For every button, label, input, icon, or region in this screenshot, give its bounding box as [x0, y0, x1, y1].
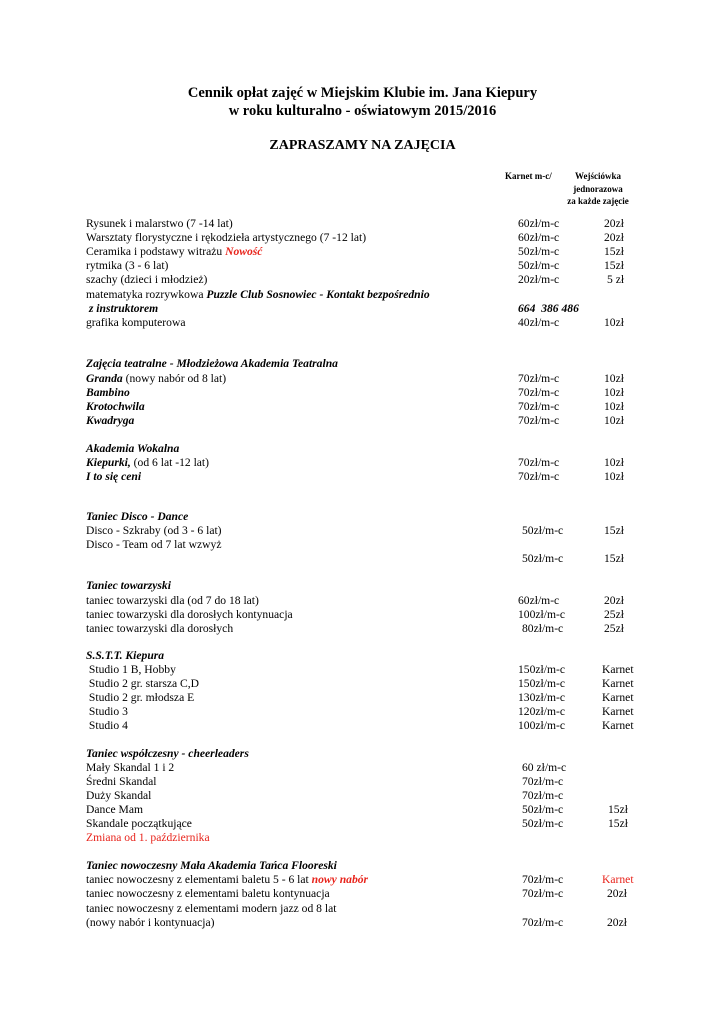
puzzle-club-name: Puzzle Club Sosnowiec - Kontakt bezpośrednio	[206, 288, 430, 301]
row-label-text: (nowy nabór od 8 lat)	[122, 372, 227, 385]
row-label: rytmika (3 - 6 lat)	[86, 259, 169, 272]
price-row	[86, 887, 646, 901]
row-label: Studio 1 B, Hobby	[86, 663, 176, 676]
row-label: Disco - Team od 7 lat wzwyż	[86, 538, 222, 551]
price-row	[86, 538, 646, 552]
row-single: Karnet	[602, 691, 634, 704]
page-title: Cennik opłat zajęć w Miejskim Klubie im. Jana Kiepury	[187, 85, 538, 101]
row-monthly: 80zł/m-c	[522, 622, 564, 635]
row-label	[86, 288, 430, 302]
column-header-single-line1: Wejściówka	[575, 171, 621, 181]
row-single: 20zł	[604, 217, 624, 230]
price-row	[86, 302, 646, 316]
price-row	[86, 259, 646, 273]
price-row	[86, 873, 646, 887]
row-monthly: 70zł/m-c	[522, 873, 564, 886]
row-single: 15zł	[604, 524, 624, 537]
row-label: taniec towarzyski dla dorosłych	[86, 622, 234, 635]
row-monthly: 70zł/m-c	[522, 916, 564, 929]
section-heading	[86, 859, 646, 873]
row-label: (nowy nabór i kontynuacja)	[86, 916, 215, 929]
price-row	[86, 456, 646, 470]
price-row	[86, 608, 646, 622]
row-monthly: 130zł/m-c	[518, 691, 566, 704]
group-name: Bambino	[86, 386, 130, 399]
row-single: 25zł	[604, 622, 624, 635]
price-row	[86, 677, 646, 691]
row-single: 10zł	[604, 400, 624, 413]
row-monthly: 60zł/m-c	[518, 217, 560, 230]
section-heading	[86, 357, 646, 371]
price-row	[86, 288, 646, 302]
section-heading	[86, 510, 646, 524]
section-heading-text: Taniec towarzyski	[86, 579, 171, 592]
row-label: taniec nowoczesny z elementami baletu kontynuacja	[86, 887, 330, 900]
row-label: Dance Mam	[86, 803, 143, 816]
row-monthly: 150zł/m-c	[518, 677, 566, 690]
instructor-contact: z instruktorem	[86, 302, 159, 315]
page-subtitle: w roku kulturalno - oświatowym 2015/2016	[228, 103, 497, 119]
row-single: 20zł	[604, 231, 624, 244]
row-single: Karnet	[602, 873, 634, 886]
price-row	[86, 761, 646, 775]
group-name: Kiepurki,	[86, 456, 131, 469]
row-label-text: Ceramika i podstawy witrażu	[86, 245, 226, 258]
new-enrollment-badge: nowy nabór	[311, 873, 369, 886]
price-row	[86, 803, 646, 817]
section-heading-text: Taniec współczesny - cheerleaders	[86, 747, 249, 760]
row-monthly: 40zł/m-c	[518, 316, 560, 329]
row-monthly: 50zł/m-c	[522, 817, 564, 830]
row-single: Karnet	[602, 705, 634, 718]
price-row	[86, 691, 646, 705]
row-label: taniec nowoczesny z elementami modern jazz od 8 lat	[86, 902, 337, 915]
row-monthly: 70zł/m-c	[518, 456, 560, 469]
price-row	[86, 622, 646, 636]
row-monthly: 70zł/m-c	[518, 372, 560, 385]
new-badge: Nowość	[225, 245, 263, 258]
row-monthly: 70zł/m-c	[518, 400, 560, 413]
row-single: 20zł	[607, 887, 627, 900]
row-label: grafika komputerowa	[86, 316, 186, 329]
group-name: Kwadryga	[86, 414, 135, 427]
row-monthly: 50zł/m-c	[522, 803, 564, 816]
column-header-single	[562, 170, 634, 208]
section-heading	[86, 442, 646, 456]
row-label-text: (od 6 lat -12 lat)	[130, 456, 210, 469]
column-header-single-line3: za każde zajęcie	[567, 196, 629, 206]
section-heading	[86, 747, 646, 761]
row-label: Skandale początkujące	[86, 817, 192, 830]
row-label: Studio 3	[86, 705, 128, 718]
row-label: Średni Skandal	[86, 775, 157, 788]
change-notice-text: Zmiana od 1. października	[86, 831, 210, 844]
row-single: 15zł	[604, 552, 624, 565]
row-monthly: 100zł/m-c	[518, 608, 566, 621]
row-monthly: 100zł/m-c	[518, 719, 566, 732]
row-single: 10zł	[604, 316, 624, 329]
row-monthly: 60 zł/m-c	[522, 761, 567, 774]
row-monthly: 50zł/m-c	[518, 245, 560, 258]
row-label: Studio 4	[86, 719, 128, 732]
row-monthly: 120zł/m-c	[518, 705, 566, 718]
row-single: Karnet	[602, 663, 634, 676]
group-name: I to się ceni	[86, 470, 142, 483]
row-label: Rysunek i malarstwo (7 -14 lat)	[86, 217, 233, 230]
row-label	[86, 873, 368, 887]
group-name: Krotochwila	[86, 400, 145, 413]
price-row	[86, 775, 646, 789]
row-monthly: 20zł/m-c	[518, 273, 560, 286]
price-row	[86, 552, 646, 566]
change-notice	[86, 831, 646, 845]
column-header-monthly: Karnet m-c/	[505, 171, 552, 181]
row-label: Disco - Szkraby (od 3 - 6 lat)	[86, 524, 222, 537]
row-monthly: 70zł/m-c	[522, 775, 564, 788]
row-label	[86, 456, 209, 470]
row-single: 25zł	[604, 608, 624, 621]
price-row	[86, 470, 646, 484]
price-row	[86, 372, 646, 386]
row-monthly: 70zł/m-c	[518, 470, 560, 483]
price-row	[86, 273, 646, 287]
row-label: taniec towarzyski dla dorosłych kontynuacja	[86, 608, 293, 621]
price-row	[86, 400, 646, 414]
section-heading-text: Taniec nowoczesny Mała Akademia Tańca Flooreski	[86, 859, 337, 872]
section-heading-text: Zajęcia teatralne - Młodzieżowa Akademia Teatralna	[86, 357, 338, 370]
row-monthly: 60zł/m-c	[518, 594, 560, 607]
row-single: Karnet	[602, 719, 634, 732]
row-monthly: 60zł/m-c	[518, 231, 560, 244]
row-label	[86, 245, 262, 259]
phone-number: 664 386 486	[518, 302, 579, 315]
row-label: Duży Skandal	[86, 789, 152, 802]
row-single: 10zł	[604, 386, 624, 399]
row-single: 10zł	[604, 456, 624, 469]
row-monthly: 70zł/m-c	[518, 414, 560, 427]
price-row	[86, 916, 646, 930]
price-row	[86, 316, 646, 330]
price-row	[86, 719, 646, 733]
row-single: 15zł	[604, 259, 624, 272]
column-header-single-line2: jednorazowa	[573, 183, 623, 194]
section-heading-text: S.S.T.T. Kiepura	[86, 649, 165, 662]
row-label-text: taniec nowoczesny z elementami baletu 5 - 6 lat	[86, 873, 312, 886]
group-name: Granda	[86, 372, 123, 385]
row-label: szachy (dzieci i młodzież)	[86, 273, 208, 286]
row-single: 10zł	[604, 372, 624, 385]
price-row	[86, 414, 646, 428]
price-row	[86, 902, 646, 916]
row-single: 10zł	[604, 470, 624, 483]
row-label: Studio 2 gr. starsza C,D	[86, 677, 200, 690]
row-monthly: 150zł/m-c	[518, 663, 566, 676]
row-monthly: 70zł/m-c	[522, 887, 564, 900]
row-monthly: 50zł/m-c	[518, 259, 560, 272]
row-single: 20zł	[607, 916, 627, 929]
row-label: Warsztaty florystyczne i rękodzieła artystycznego (7 -12 lat)	[86, 231, 367, 244]
section-heading	[86, 579, 646, 593]
price-row	[86, 663, 646, 677]
row-label: Mały Skandal 1 i 2	[86, 761, 175, 774]
price-row	[86, 245, 646, 259]
row-monthly: 70zł/m-c	[522, 789, 564, 802]
row-monthly: 50zł/m-c	[522, 552, 564, 565]
row-monthly: 50zł/m-c	[522, 524, 564, 537]
section-heading-text: Taniec Disco - Dance	[86, 510, 189, 523]
row-single: 15zł	[608, 803, 628, 816]
section-heading-text: Akademia Wokalna	[86, 442, 180, 455]
row-single: Karnet	[602, 677, 634, 690]
row-single: 15zł	[608, 817, 628, 830]
row-single: 20zł	[604, 594, 624, 607]
row-label-text: matematyka rozrywkowa	[86, 288, 207, 301]
price-row	[86, 524, 646, 538]
row-single: 15zł	[604, 245, 624, 258]
price-row	[86, 789, 646, 803]
price-row	[86, 817, 646, 831]
row-label	[86, 372, 226, 386]
row-label: Studio 2 gr. młodsza E	[86, 691, 195, 704]
section-heading	[86, 649, 646, 663]
row-label: taniec towarzyski dla (od 7 do 18 lat)	[86, 594, 259, 607]
invite-heading: ZAPRASZAMY NA ZAJĘCIA	[269, 138, 456, 153]
price-row	[86, 705, 646, 719]
price-row	[86, 217, 646, 231]
price-row	[86, 231, 646, 245]
price-row	[86, 386, 646, 400]
row-single: 5 zł	[607, 273, 625, 286]
price-row	[86, 594, 646, 608]
row-monthly: 70zł/m-c	[518, 386, 560, 399]
row-single: 10zł	[604, 414, 624, 427]
